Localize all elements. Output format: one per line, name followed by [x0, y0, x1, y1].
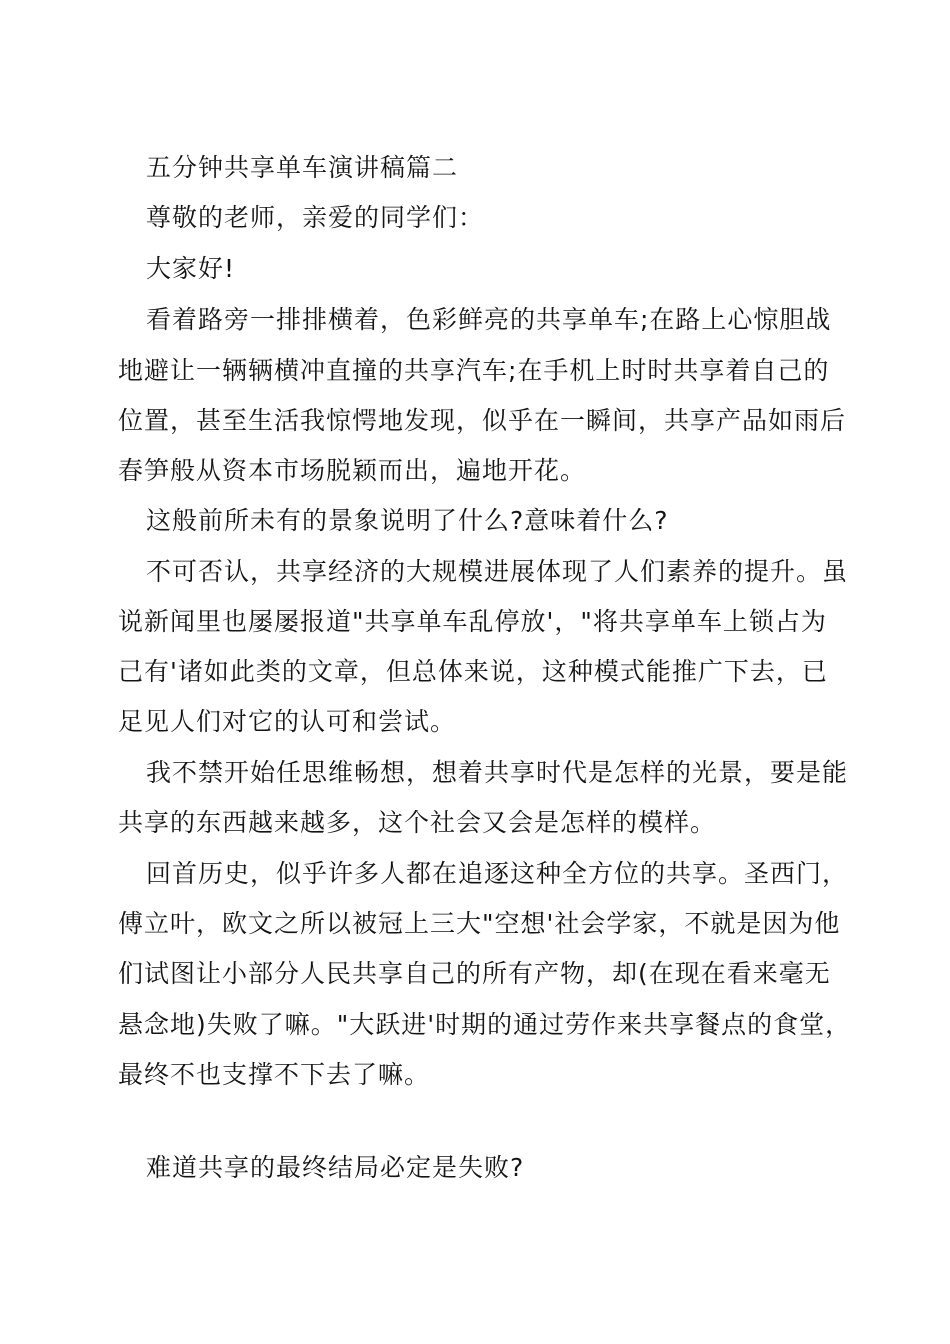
paragraph-line: 不可否认，共享经济的大规模进展体现了人们素养的提升。虽 — [146, 557, 849, 586]
paragraph-line: 看着路旁一排排横着，色彩鲜亮的共享单车;在路上心惊胆战 — [146, 305, 832, 334]
paragraph-line: 这般前所未有的景象说明了什么?意味着什么? — [146, 506, 669, 535]
salutation: 尊敬的老师，亲爱的同学们： — [146, 203, 485, 232]
paragraph-line: 共享的东西越来越多，这个社会又会是怎样的模样。 — [118, 808, 717, 837]
paragraph-line: 地避让一辆辆横冲直撞的共享汽车;在手机上时时共享着自己的 — [118, 356, 830, 385]
paragraph-line: 傅立叶，欧文之所以被冠上三大"空想'社会学家，不就是因为他 — [118, 909, 841, 938]
paragraph-line: 说新闻里也屡屡报道"共享单车乱停放'，"将共享单车上锁占为 — [118, 607, 827, 636]
paragraph-line: 最终不也支撑不下去了嘛。 — [118, 1060, 431, 1089]
paragraph-line: 位置，甚至生活我惊愕地发现，似乎在一瞬间，共享产品如雨后 — [118, 406, 847, 435]
paragraph-line: 们试图让小部分人民共享自己的所有产物，却(在现在看来毫无 — [118, 959, 831, 988]
paragraph-line: 悬念地)失败了嘛。"大跃进'时期的通过劳作来共享餐点的食堂， — [118, 1010, 852, 1039]
paragraph-line: 己有'诸如此类的文章，但总体来说，这种模式能推广下去，已 — [118, 657, 828, 686]
paragraph-line: 春笋般从资本市场脱颖而出，遍地开花。 — [118, 456, 587, 485]
paragraph-line: 足见人们对它的认可和尝试。 — [118, 707, 457, 736]
document-title: 五分钟共享单车演讲稿篇二 — [146, 153, 459, 182]
paragraph-line: 回首历史，似乎许多人都在追逐这种全方位的共享。圣西门， — [146, 859, 849, 888]
paragraph-line: 我不禁开始任思维畅想，想着共享时代是怎样的光景，要是能 — [146, 758, 849, 787]
greeting: 大家好! — [146, 254, 236, 283]
closing-question: 难道共享的最终结局必定是失败? — [146, 1153, 525, 1182]
